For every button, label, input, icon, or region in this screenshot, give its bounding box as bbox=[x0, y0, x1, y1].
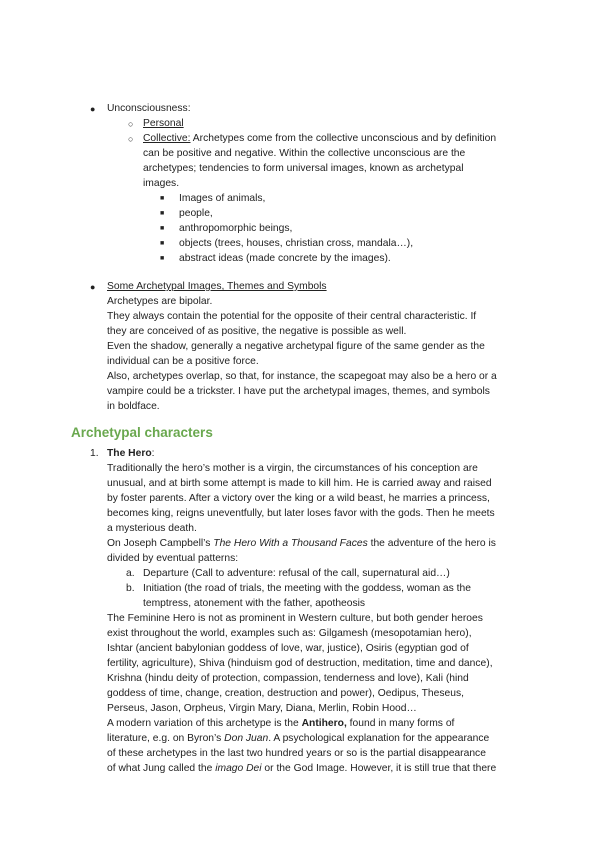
collective-line-1: Collective: Archetypes come from the collective unconscious and by definition bbox=[143, 133, 497, 144]
personal-label: Personal bbox=[143, 118, 184, 129]
feminine-text: fertility, agriculture), Shiva (hinduism god of destruction, meditation, time and dance), bbox=[107, 658, 493, 669]
hero-title-line: The Hero: bbox=[107, 448, 155, 459]
section2-line: Even the shadow, generally a negative archetypal figure of the same gender as the bbox=[107, 341, 485, 352]
bullet-square: ■ bbox=[160, 225, 165, 232]
book-title: The Hero With a Thousand Faces bbox=[213, 538, 368, 549]
list-item: anthropomorphic beings, bbox=[179, 223, 293, 234]
feminine-text: Perseus, Jason, Orpheus, Virgin Mary, Diana, Merlin, Robin Hood… bbox=[107, 703, 417, 714]
antihero-term: Antihero, bbox=[301, 718, 347, 729]
hero-text: unusual, and at birth some attempt is made to kill him. He is carried away and raised bbox=[107, 478, 492, 489]
list-item: people, bbox=[179, 208, 213, 219]
bullet-square: ■ bbox=[160, 210, 165, 217]
list-number: 1. bbox=[90, 448, 99, 459]
feminine-text: Ishtar (ancient babylonian goddess of love, war, justice), Osiris (egyptian god of bbox=[107, 643, 469, 654]
campbell-line: On Joseph Campbell’s The Hero With a Thousand Faces the adventure of the hero is bbox=[107, 538, 496, 549]
antihero-line: A modern variation of this archetype is the Antihero, found in many forms of bbox=[107, 718, 455, 729]
section1-title: Unconsciousness: bbox=[107, 103, 191, 114]
section2-title: Some Archetypal Images, Themes and Symbols bbox=[107, 281, 327, 292]
section2-line: individual can be a positive force. bbox=[107, 356, 259, 367]
list-item: abstract ideas (made concrete by the images). bbox=[179, 253, 391, 264]
feminine-text: exist throughout the world, examples such as: Gilgamesh (mesopotamian hero), bbox=[107, 628, 472, 639]
list-letter: b. bbox=[126, 583, 135, 594]
hero-text: a mysterious death. bbox=[107, 523, 197, 534]
bullet-dot: ● bbox=[90, 104, 96, 114]
bullet-circle: ○ bbox=[128, 134, 134, 144]
section-heading: Archetypal characters bbox=[71, 425, 213, 440]
list-item: objects (trees, houses, christian cross, mandala…), bbox=[179, 238, 414, 249]
feminine-text: Krishna (hindu deity of protection, compassion, tenderness and love), Kali (hind bbox=[107, 673, 469, 684]
collective-line-2: can be positive and negative. Within the collective unconscious are the bbox=[143, 148, 466, 159]
book-title: Don Juan bbox=[224, 733, 269, 744]
section2-line: Archetypes are bipolar. bbox=[107, 296, 213, 307]
hero-text: becomes king, reigns uneventfully, but later loses favor with the gods. Then he meets bbox=[107, 508, 495, 519]
bullet-square: ■ bbox=[160, 195, 165, 202]
collective-label: Collective: bbox=[143, 133, 191, 144]
bullet-square: ■ bbox=[160, 255, 165, 262]
campbell-line-2: divided by eventual patterns: bbox=[107, 553, 239, 564]
section2-line: vampire could be a trickster. I have put the archetypal images, themes, and symbols bbox=[107, 386, 490, 397]
section2-line: they are conceived of as positive, the negative is possible as well. bbox=[107, 326, 407, 337]
pattern-text: Departure (Call to adventure: refusal of the call, supernatural aid…) bbox=[143, 568, 450, 579]
bullet-square: ■ bbox=[160, 240, 165, 247]
hero-text: by foster parents. After a victory over the king or a wild beast, he marries a princess, bbox=[107, 493, 490, 504]
hero-text: of these archetypes in the last two hundred years or so is the partial disappearance bbox=[107, 748, 486, 759]
collective-line-4: images. bbox=[143, 178, 180, 189]
section2-line: They always contain the potential for the opposite of their central characteristic. If bbox=[107, 311, 477, 322]
feminine-text: goddess of time, change, creation, destruction and power), Oedipus, Theseus, bbox=[107, 688, 464, 699]
feminine-text: The Feminine Hero is not as prominent in Western culture, but both gender heroes bbox=[107, 613, 483, 624]
pattern-text: temptress, atonement with the father, apotheosis bbox=[143, 598, 366, 609]
bullet-dot: ● bbox=[90, 282, 96, 292]
hero-title: The Hero bbox=[107, 448, 152, 459]
list-item: Images of animals, bbox=[179, 193, 266, 204]
imago-line: of what Jung called the imago Dei or the God Image. However, it is still true that there bbox=[107, 763, 497, 774]
list-letter: a. bbox=[126, 568, 135, 579]
section2-line: Also, archetypes overlap, so that, for instance, the scapegoat may also be a hero or a bbox=[107, 371, 497, 382]
collective-line-3: archetypes; tendencies to form universal images, known as archetypal bbox=[143, 163, 464, 174]
section2-line: in boldface. bbox=[107, 401, 160, 412]
pattern-text: Initiation (the road of trials, the meeting with the goddess, woman as the bbox=[143, 583, 471, 594]
latin-term: imago Dei bbox=[215, 763, 262, 774]
hero-text: Traditionally the hero’s mother is a virgin, the circumstances of his conception are bbox=[107, 463, 478, 474]
bullet-circle: ○ bbox=[128, 119, 134, 129]
literature-line: literature, e.g. on Byron’s Don Juan. A psychological explanation for the appearance bbox=[107, 733, 490, 744]
